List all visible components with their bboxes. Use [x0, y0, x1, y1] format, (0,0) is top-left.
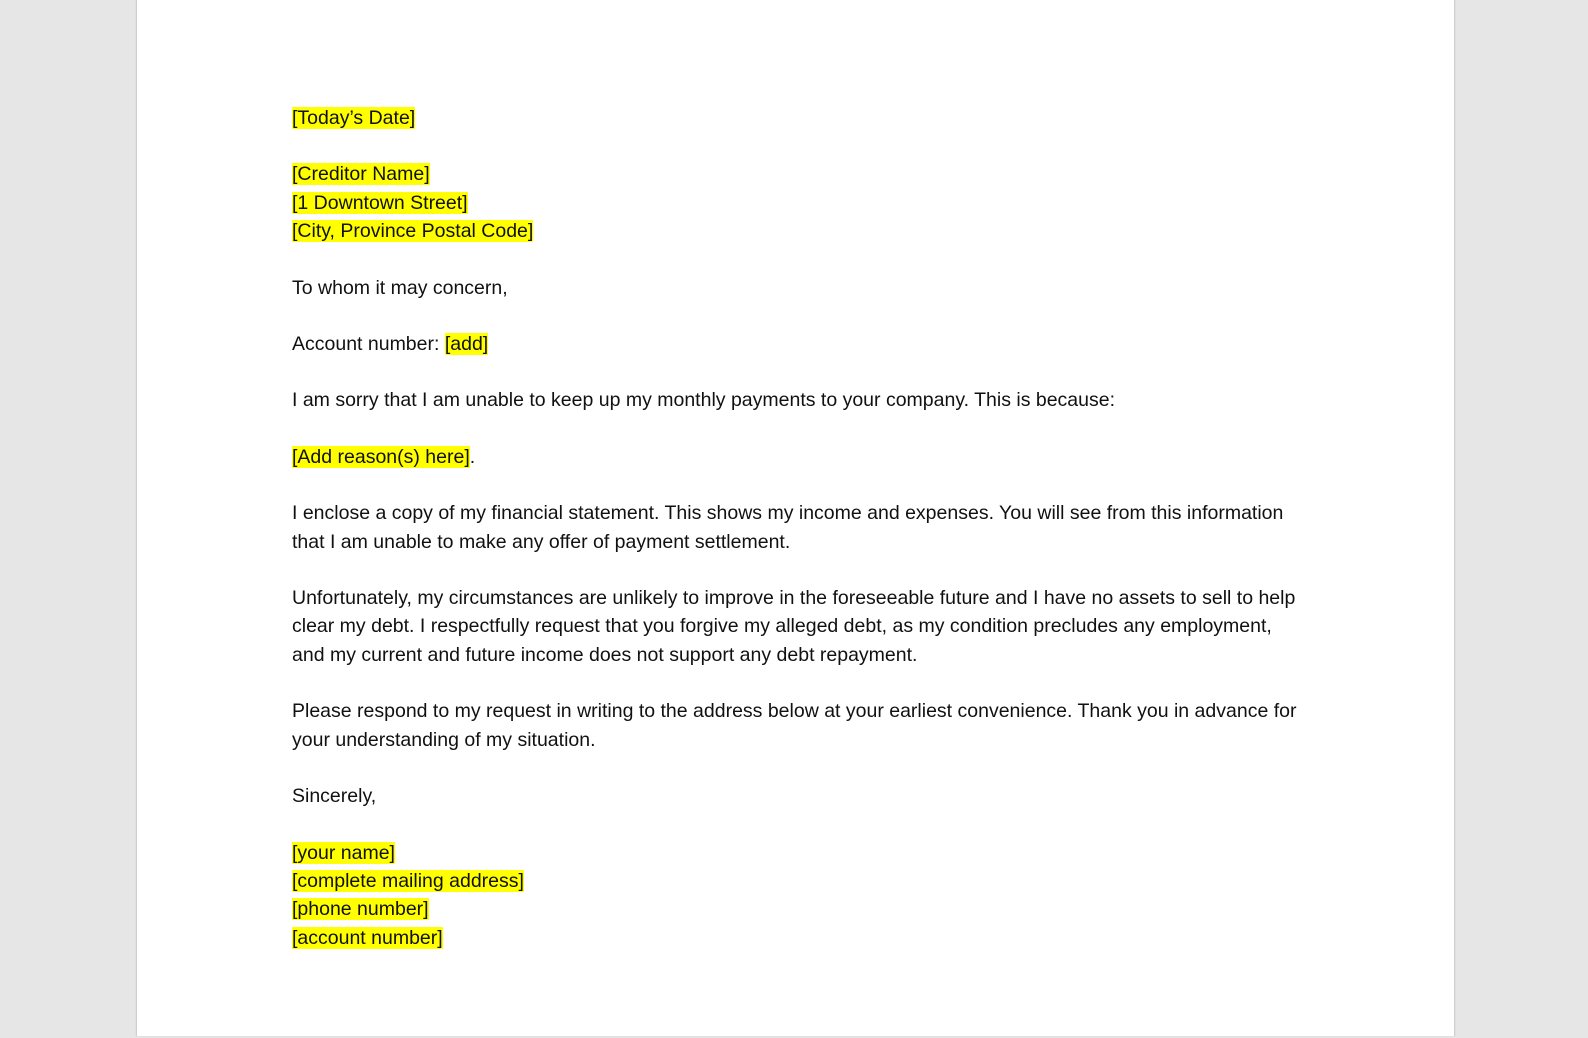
signature-phone-line [292, 895, 1302, 923]
signature-address-placeholder: [complete mailing address] [292, 869, 524, 892]
blank-line [292, 302, 1302, 330]
date-placeholder: [Today’s Date] [292, 107, 416, 129]
blank-line [292, 358, 1302, 386]
creditor-name-placeholder: [Creditor Name] [292, 163, 430, 186]
date-line [292, 104, 1302, 132]
reason-line [292, 443, 1302, 471]
letter-body[interactable] [292, 104, 1302, 952]
blank-line [292, 754, 1302, 782]
account-number-line [292, 330, 1302, 358]
signature-name-placeholder: [your name] [292, 841, 395, 864]
blank-line [292, 132, 1302, 160]
creditor-street-placeholder: [1 Downtown Street] [292, 191, 468, 214]
circumstances-paragraph: Unfortunately, my circumstances are unlikely to improve in the foreseeable future and I have no assets to sell to help clear my debt. I respectfully request that you forgive my alleged debt, as my condition precludes any employment, and my current and future income does not support any debt repayment. [292, 587, 1296, 666]
signature-account-line [292, 924, 1302, 952]
creditor-name-line [292, 160, 1302, 188]
blank-line [292, 556, 1302, 584]
document-page[interactable] [136, 0, 1455, 1036]
blank-line [292, 811, 1302, 839]
unable-paragraph: I am sorry that I am unable to keep up my monthly payments to your company. This is because: [292, 389, 1115, 412]
account-number-placeholder: [add] [444, 333, 489, 356]
creditor-city-line [292, 217, 1302, 245]
creditor-street-line [292, 189, 1302, 217]
signature-name-line [292, 839, 1302, 867]
account-number-label: Account number: [292, 333, 445, 356]
blank-line [292, 669, 1302, 697]
salutation: To whom it may concern, [292, 276, 508, 299]
signature-phone-placeholder: [phone number] [292, 898, 429, 921]
reason-period: . [469, 445, 476, 468]
blank-line [292, 415, 1302, 443]
respond-paragraph: Please respond to my request in writing to the address below at your earliest convenience. Thank you in advance for your understanding of my situation. [292, 700, 1297, 751]
signature-address-line [292, 867, 1302, 895]
creditor-city-placeholder: [City, Province Postal Code] [292, 220, 534, 243]
blank-line [292, 471, 1302, 499]
reason-placeholder: [Add reason(s) here] [292, 445, 470, 468]
signature-account-placeholder: [account number] [292, 926, 443, 949]
closing: Sincerely, [292, 785, 377, 808]
blank-line [292, 246, 1302, 274]
enclose-paragraph: I enclose a copy of my financial statement. This shows my income and expenses. You will see from this information that I am unable to make any offer of payment settlement. [292, 502, 1284, 553]
